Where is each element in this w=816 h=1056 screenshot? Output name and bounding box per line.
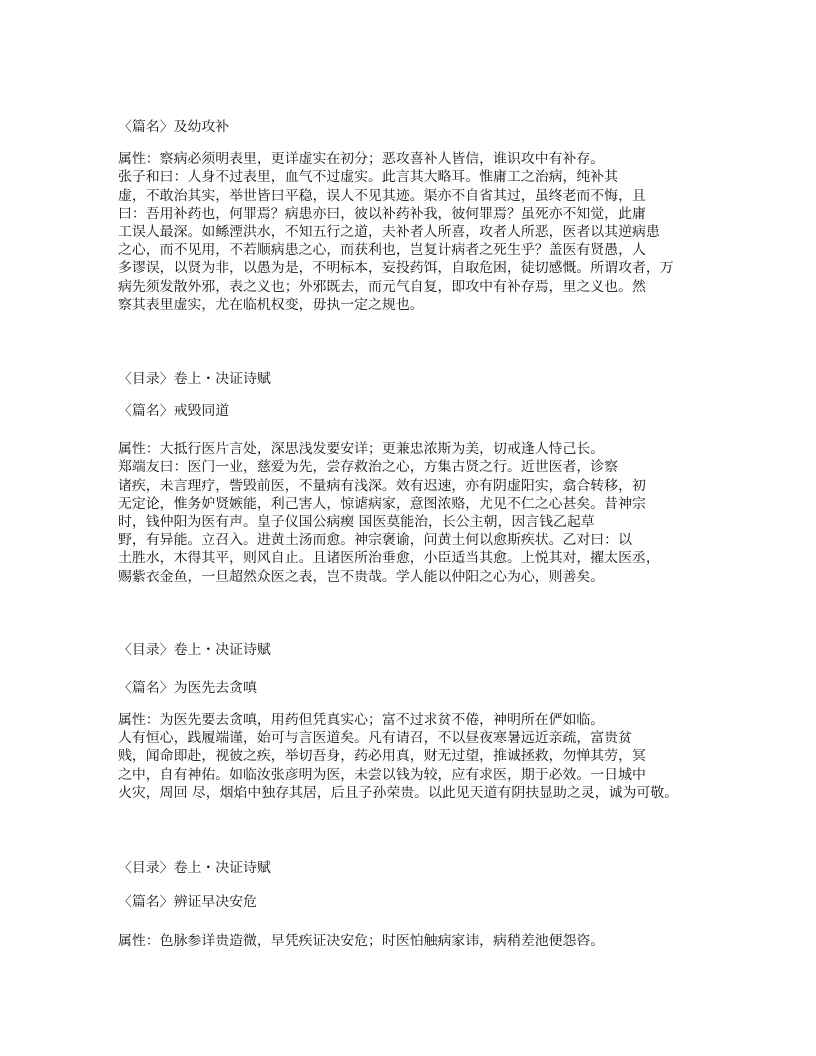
body-text-line: 张子和曰：人身不过表里，血气不过虚实。此言其大略耳。惟庸工之治病，纯补其 xyxy=(118,169,619,185)
body-text-line: 贱，闻命即赴，视彼之疾，举切吾身，药必用真，财无过望，推诚拯救，勿惮其劳，冥 xyxy=(118,748,646,764)
body-text-line: 属性：察病必须明表里，更详虚实在初分；恶攻喜补人皆信，谁识攻中有补存。 xyxy=(118,151,605,167)
body-text-line: 诸疾，未言理疗，訾毁前医，不量病有浅深。效有迟速，亦有阴虚阳实，翕合转移，初 xyxy=(118,478,646,494)
catalog-heading: 〈目录〉卷上・决证诗赋 xyxy=(118,860,271,876)
body-text-line: 病先须发散外邪，表之义也；外邪既去，而元气自复，即攻中有补存焉，里之义也。然 xyxy=(118,279,646,295)
body-text-line: 察其表里虚实，尤在临机权变，毋执一定之规也。 xyxy=(118,297,424,313)
body-text-line: 火灾，周回 尽，烟焰中独存其居，后且子孙荣贵。以此见天道有阴扶显助之灵，诚为可敬。 xyxy=(118,785,679,801)
body-text-line: 属性：大抵行医片言处，深思浅发要安详；更兼忠浓斯为美，切戒逢人恃己长。 xyxy=(118,441,605,457)
body-text-line: 之中，自有神佑。如临汝张彦明为医，未尝以钱为较，应有求医，期于必效。一日城中 xyxy=(118,767,646,783)
body-text-line: 工误人最深。如鲧湮洪水，不知五行之道，夫补者人所喜，攻者人所恶，医者以其逆病患 xyxy=(118,224,660,240)
body-text-line: 野，有异能。立召入。进黄土汤而愈。神宗褒谕，问黄土何以愈斯疾状。乙对曰：以 xyxy=(118,532,632,548)
body-text-line: 人有恒心，践履端谨，始可与言医道矣。凡有请召，不以昼夜寒暑远近亲疏，富贵贫 xyxy=(118,730,632,746)
catalog-heading: 〈目录〉卷上・决证诗赋 xyxy=(118,642,271,658)
section-title: 〈篇名〉戒毁同道 xyxy=(118,403,230,419)
body-text-line: 属性：色脉参详贵造微，早凭疾证决安危；时医怕触病家讳，病稍差池便怨咨。 xyxy=(118,933,605,949)
body-text-line: 虚，不敢治其实，举世皆曰平稳，误人不见其迹。渠亦不自省其过，虽终老而不悔，且 xyxy=(118,188,646,204)
body-text-line: 土胜水，木得其平，则风自止。且诸医所治垂愈，小臣适当其愈。上悦其对，擢太医丞， xyxy=(118,550,660,566)
section-title: 〈篇名〉为医先去贪嗔 xyxy=(118,680,257,696)
body-text-line: 曰：吾用补药也，何罪焉？病患亦曰，彼以补药补我，彼何罪焉？虽死亦不知觉，此庸 xyxy=(118,206,646,222)
body-text-line: 多谬误，以贤为非，以愚为是，不明标本，妄投药饵，自取危困，徒切感慨。所谓攻者，万 xyxy=(118,260,674,276)
body-text-line: 属性：为医先要去贪嗔，用药但凭真实心；富不过求贫不倦，神明所在俨如临。 xyxy=(118,712,605,728)
body-text-line: 郑端友曰：医门一业，慈爱为先，尝存救治之心，方集古贤之行。近世医者，诊察 xyxy=(118,459,619,475)
body-text-line: 无定论，惟务妒贤嫉能，利己害人，惊谑病家，意图浓赂，尤见不仁之心甚矣。昔神宗 xyxy=(118,496,646,512)
section-title: 〈篇名〉辨证早决安危 xyxy=(118,894,257,910)
body-text-line: 时，钱仲阳为医有声。皇子仪国公病瘈 国医莫能治，长公主朝，因言钱乙起草 xyxy=(118,514,595,530)
catalog-heading: 〈目录〉卷上・决证诗赋 xyxy=(118,371,271,387)
section-title: 〈篇名〉及幼攻补 xyxy=(118,119,230,135)
body-text-line: 之心，而不见用，不若顺病患之心，而获利也，岂复计病者之死生乎？盖医有贤愚，人 xyxy=(118,242,646,258)
body-text-line: 赐紫衣金鱼，一旦超然众医之表，岂不贵哉。学人能以仲阳之心为心，则善矣。 xyxy=(118,569,605,585)
